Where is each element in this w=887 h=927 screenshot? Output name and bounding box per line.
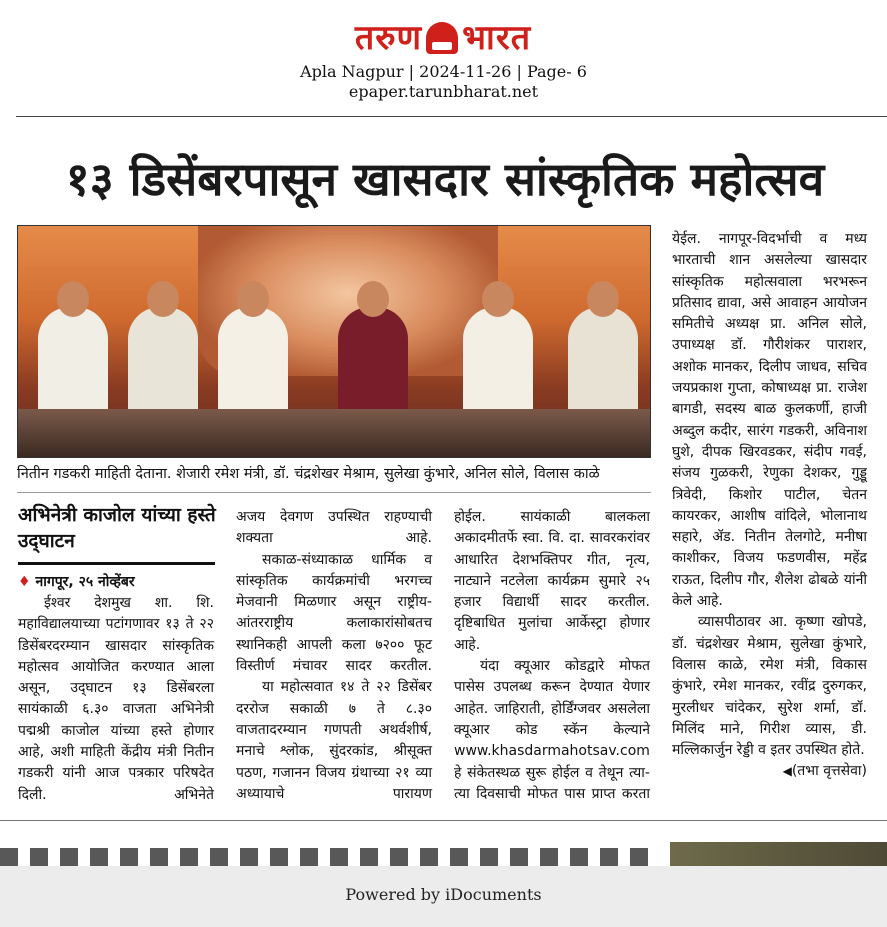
article-dateline (18, 572, 218, 592)
subhead-divider (18, 562, 215, 565)
logo-text-2: भारत (462, 18, 532, 58)
dateline-marker-icon: ♦ (18, 574, 31, 590)
next-headline-fragment (0, 848, 650, 866)
meta-separator: | (511, 62, 527, 81)
next-article-strip (0, 842, 887, 866)
website-link[interactable]: epaper.tarunbharat.net (348, 82, 539, 101)
article-subhead: अभिनेत्री काजोल यांच्या हस्ते उद्‌घाटन (18, 504, 216, 552)
article-paragraph: अजय देवगण उपस्थित राहण्याची शक्यता आहे. (236, 509, 432, 547)
article-bottom-divider (0, 820, 887, 821)
logo-text: तरुण (354, 18, 423, 58)
article-paragraph: व्यासपीठावर आ. कृष्णा खोपडे, डॉ. चंद्रशेखर मेश्राम, सुलेखा कुंभारे, विलास काळे, रमेश मंत्री, विकास कुंभारे, रमेश मानकर, रवींद्र दुरुगकर, मुरलीधर चांदेकर, सुरेश शर्मा, डॉ. मिलिंद माने, गिरीश व्यास, डी. मल्लिकार्जुन रेड्डी व इतर उपस्थित होते. (672, 614, 867, 759)
page-number: Page- 6 (526, 62, 587, 81)
article-paragraph: होईल. सायंकाळी बालकला अकादमीतर्फे स्वा. वि. दा. सावरकरांवर आधारित देशभक्तिपर गीत, नृत्य, नाट्याने नटलेला कार्यक्रम सुमारे २५ हजार विद्यार्थी सादर करतील. दृष्टिबाधित मुलांचा आर्केस्ट्रा होणार आहे. (454, 509, 650, 653)
article-photo (17, 225, 651, 458)
end-marker-icon: ◀ (782, 764, 792, 779)
masthead (0, 0, 887, 108)
article-column-1 (18, 593, 214, 806)
article-paragraph: येईल. नागपूर-विदर्भाची व मध्य भारताची शान असलेल्या खासदार सांस्कृतिक महोत्सवाला भरभरून प्रतिसाद द्यावा, असे आवाहन आयोजन समितीचे अध्यक्ष प्रा. अनिल सोले, उपाध्यक्ष डॉ. गौरीशंकर पाराशर, अशोक मानकर, दिलीप जाधव, सचिव जयप्रकाश गुप्ता, कोषाध्यक्ष प्रा. राजेश बागडी, सदस्य बाळ कुलकर्णी, हाजी अब्दुल कदीर, सारंग गडकरी, अविनाश घुशे, दीपक खिरवडकर, संदीप गवई, संजय गुळकरी, रेणुका देशकर, गुड्डू त्रिवेदी, किशोर पाटील, चेतन कायरकर, आशीष वांदिले, भोलानाथ सहारे, ॲड. नितीन तेलगोटे, मनीषा काशीकर, विजय फडणवीस, महेंद्र राऊत, दिलीप गौर, शैलेश ढोबळे यांनी केले आहे. (672, 231, 867, 610)
edition-meta (0, 62, 887, 82)
edition-date: 2024-11-26 (419, 62, 512, 81)
dateline-text: नागपूर, २५ नोव्हेंबर (35, 574, 135, 590)
powered-by-footer[interactable]: Powered by iDocuments (0, 866, 887, 927)
article-paragraph: यंदा क्यूआर कोडद्वारे मोफत पासेस उपलब्ध करून देण्यात येणार आहेत. जाहिराती, होर्डिंग्जवर असलेला क्यूआर कोड स्कॅन केल्याने www.khasdarmahotsav.com हे संकेतस्थळ सुरू होईल व तेथून त्या-त्या दिवसाची मोफत पास प्राप्त करता (454, 658, 650, 802)
article-credit (672, 761, 867, 782)
article-column-4 (672, 229, 867, 783)
photo-caption: नितीन गडकरी माहिती देताना. शेजारी रमेश मंत्री, डॉ. चंद्रशेखर मेश्राम, सुलेखा कुंभारे, अनिल सोले, विलास काळे (17, 466, 600, 482)
photo-dais-table (18, 409, 650, 457)
masthead-divider (16, 116, 887, 117)
article-column-2 (236, 507, 432, 805)
caption-divider (17, 492, 651, 493)
logo-emblem-icon (426, 22, 458, 54)
tarun-bharat-logo[interactable] (318, 18, 568, 58)
next-photo-fragment (670, 842, 887, 866)
article-paragraph: या महोत्सवात १४ ते २२ डिसेंबर दररोज सकाळी ७ ते ८.३० वाजतादरम्यान गणपती अथर्वशीर्ष, मनाचे श्लोक, सुंदरकांड, श्रीसूक्त पठण, गजानन विजय ग्रंथाच्या २१ व्या अध्यायाचे पारायण (236, 679, 432, 802)
article-headline: १३ डिसेंबरपासून खासदार सांस्कृतिक महोत्सव (65, 152, 825, 206)
article-column-3 (454, 507, 650, 805)
article-paragraph: ईश्वर देशमुख शा. शि. महाविद्यालयाच्या पटांगणावर १३ ते २२ डिसेंबरदरम्यान खासदार सांस्कृतिक महोत्सव आयोजित करण्यात आला असून, उद्‌घाटन १३ डिसेंबरला सायंकाळी ६.३० वाजता अभिनेत्री पद्मश्री काजोल यांच्या हस्ते होणार आहे, अशी माहिती केंद्रीय मंत्री नितीन गडकरी यांनी आज पत्रकार परिषदेत दिली. अभिनेते (18, 595, 214, 803)
credit-text: (तभा वृत्तसेवा) (791, 763, 867, 780)
meta-separator: | (403, 62, 420, 81)
article-paragraph: सकाळ-संध्याकाळ धार्मिक व सांस्कृतिक कार्यक्रमांची भरगच्च मेजवानी मिळणार असून राष्ट्रीय-आंतरराष्ट्रीय कलाकारांसोबतच स्थानिकही आपली कला ७२०० फूट विस्तीर्ण मंचावर सादर करतील. (236, 551, 432, 675)
edition-name: Apla Nagpur (300, 62, 404, 81)
